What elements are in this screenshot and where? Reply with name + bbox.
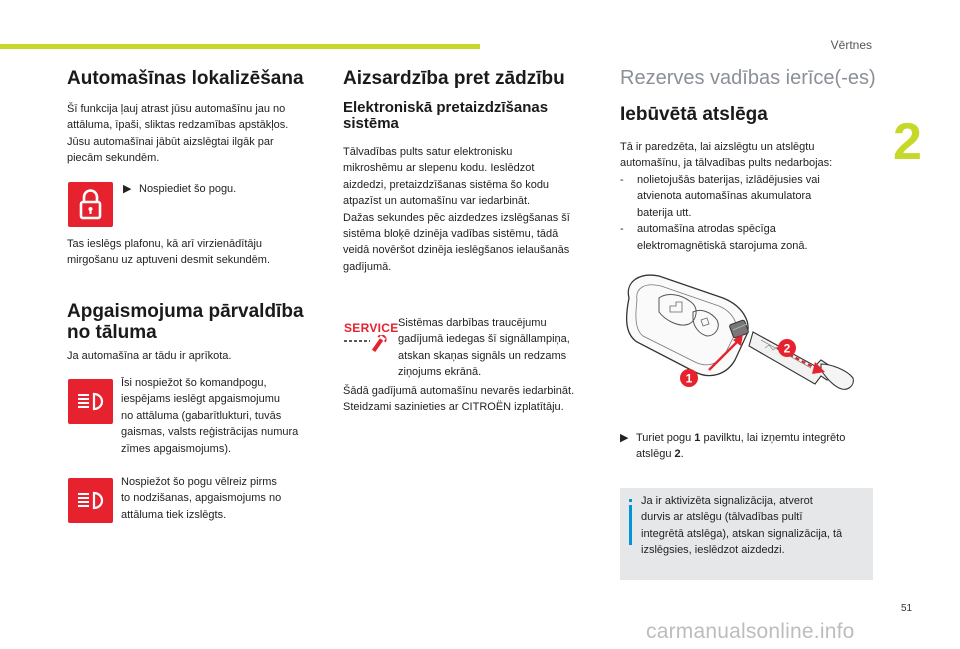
- callout-2-label: 2: [783, 341, 791, 356]
- callout-1-label: 1: [685, 371, 693, 386]
- service-wrench-icon: [344, 321, 399, 358]
- backup-controls-title: Rezerves vadības ierīce(-es): [620, 67, 876, 89]
- integrated-key-subtitle: Iebūvētā atslēga: [620, 104, 768, 125]
- antitheft-title: Aizsardzība pret zādzību: [343, 68, 565, 89]
- alarm-info-text: Ja ir aktivizēta signalizācija, atverot durvis ar atslēgu (tālvadības pultī integrētā atslēga), atskan signalizācija, tā izslēgsies, ieslēdzot aizdedzi.: [641, 495, 843, 557]
- padlock-icon: [68, 182, 113, 227]
- locate-after: Tas ieslēgs plafonu, kā arī virzienādītāju mirgošanu uz aptuveni desmit sekundēm.: [67, 238, 270, 267]
- alarm-info-box: [620, 488, 873, 580]
- lighting-title: Apgaismojuma pārvaldība no tāluma: [67, 301, 304, 343]
- info-icon: [629, 499, 632, 547]
- list-item: - automašīna atrodas spēcīga elektromagnētiskā starojuma zonā.: [620, 223, 808, 252]
- page-number: 51: [901, 603, 913, 614]
- headlamp-icon: [68, 379, 113, 424]
- immobiliser-text: Tālvadības pults satur elektronisku mikroshēmu ar slepenu kodu. Ieslēdzot aizdedzi, pretaizdzīšanas sistēma šo kodu atpazīst un automašīnu var iedarbināt. Dažas sekundes pēc aizdedzes izslēgšanas šī sistēma bloķē dzinēja vadības sistēmu, tādā veidā novēršot dzinēja ieslēgšanos ielaušanās gadījumā.: [343, 146, 570, 273]
- key-removal-figure: [615, 268, 870, 418]
- headlamp-icon: [68, 478, 113, 523]
- antitheft-note: Šādā gadījumā automašīnu nevarēs iedarbināt. Steidzami sazinieties ar CITROËN izplatītāju.: [343, 385, 575, 414]
- locate-bullet-text: Nospiediet šo pogu.: [139, 183, 237, 195]
- callout-1-marker: [680, 369, 698, 387]
- integrated-key-intro: Tā ir paredzēta, lai aizslēgtu un atslēgtu automašīnu, ja tālvadības pults nedarbojas:: [620, 141, 833, 170]
- lighting-intro: Ja automašīna ar tādu ir aprīkota.: [67, 350, 232, 362]
- list-item: - nolietojušās baterijas, izlādējusies vai atvienota automašīnas akumulatora baterija utt.: [620, 174, 820, 219]
- blade-key-illustration: [749, 332, 853, 389]
- bullet-arrow-icon: ▶︎: [620, 432, 629, 444]
- bullet-arrow-icon: ▶︎: [123, 183, 132, 195]
- lighting-text2: Nospiežot šo pogu vēlreiz pirms to nodzišanas, apgaismojums no attāluma tiek izslēgts.: [121, 476, 282, 521]
- header-accent-bar: [0, 44, 480, 49]
- chapter-number: 2: [893, 113, 922, 171]
- immobiliser-subtitle: Elektroniskā pretaizdzīšanas sistēma: [343, 99, 549, 132]
- locate-intro: Šī funkcija ļauj atrast jūsu automašīnu jau no attāluma, īpaši, sliktas redzamības apstākļos. Jūsu automašīnai jābūt aizslēgtai ilgāk par piecām sekundēm.: [67, 103, 289, 165]
- watermark: carmanualsonline.info: [646, 620, 855, 643]
- locate-bullet: [123, 181, 323, 197]
- section-label: Vērtnes: [830, 38, 872, 52]
- remote-key-illustration: [627, 275, 749, 375]
- service-text: Sistēmas darbības traucējumu gadījumā iedegas šī signāllampiņa, atskan skaņas signāls un redzams ziņojums ekrānā.: [398, 317, 570, 379]
- service-label: SERVICE: [344, 321, 399, 335]
- locate-title: Automašīnas lokalizēšana: [67, 68, 304, 89]
- callout-2-marker: [778, 339, 796, 357]
- lighting-text1: Īsi nospiežot šo komandpogu, iespējams ieslēgt apgaismojumu no attāluma (gabarītlukturi, tuvās gaismas, valsts reģistrācijas numura zīmes apgaismojums).: [121, 377, 299, 455]
- key-instruction: ▶︎ Turiet pogu 1 pavilktu, lai izņemtu integrēto atslēgu 2.: [620, 430, 878, 463]
- failure-cause-list: [620, 172, 875, 254]
